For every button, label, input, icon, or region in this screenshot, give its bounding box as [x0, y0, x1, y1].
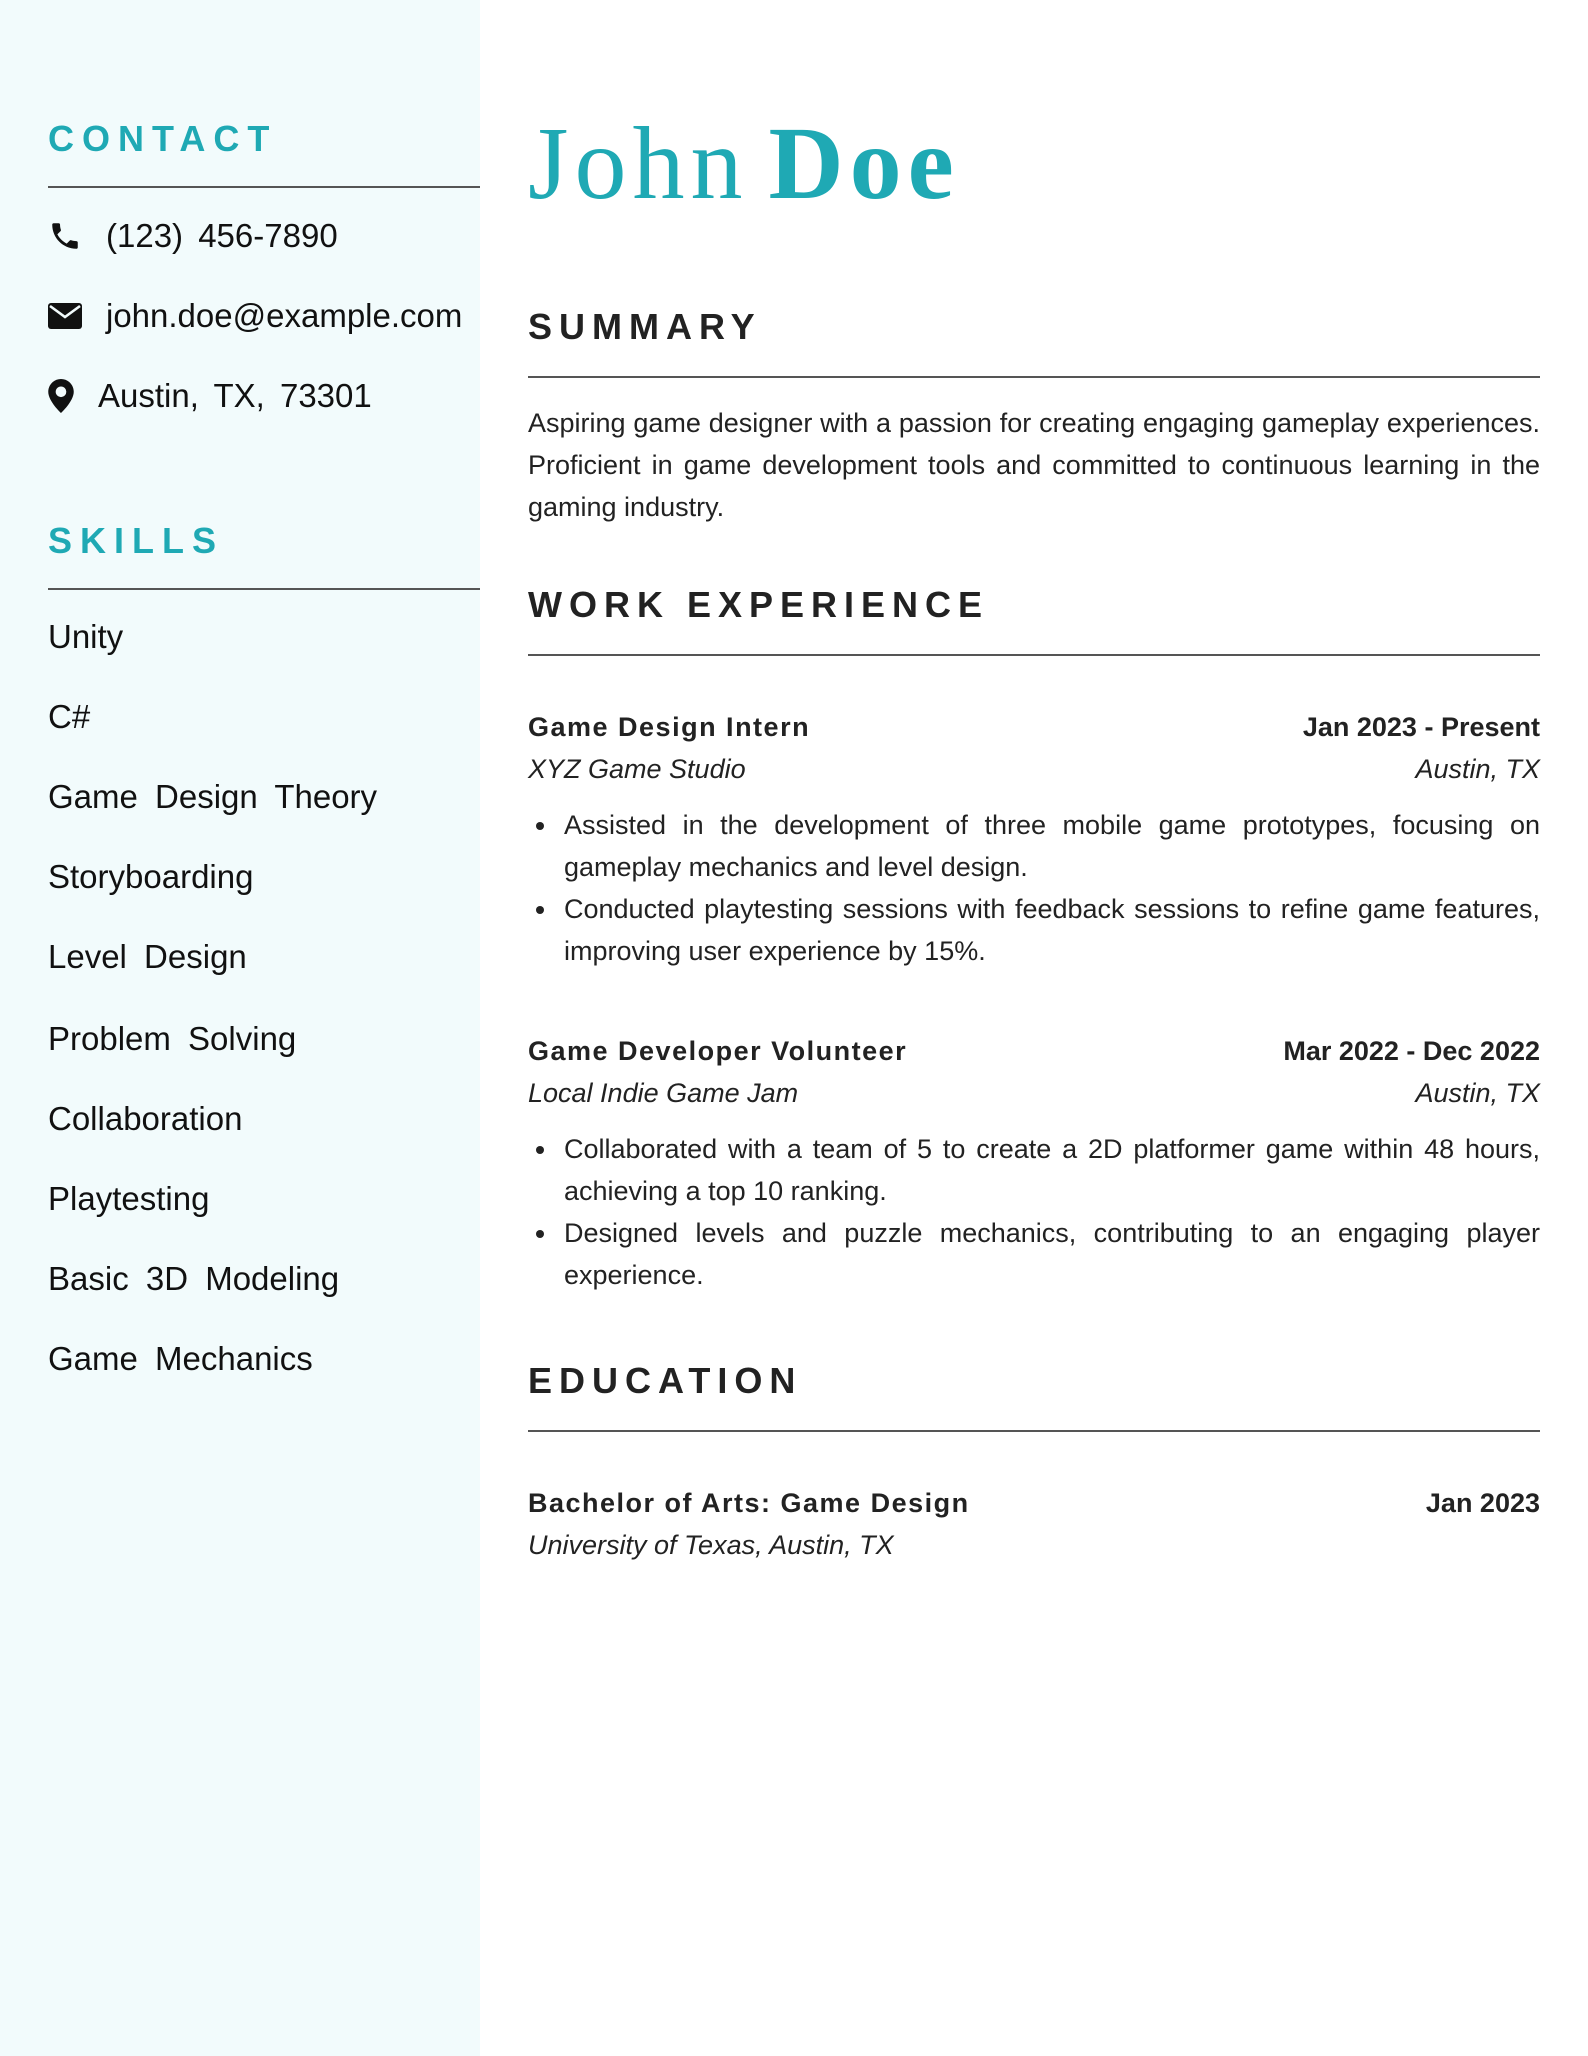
skill-item: Game Mechanics	[48, 1340, 313, 1377]
phone-icon	[48, 219, 106, 253]
email-address[interactable]: john.doe@example.com	[106, 297, 463, 334]
last-name: Doe	[768, 106, 960, 221]
skill-item: Collaboration	[48, 1100, 243, 1137]
skill-item: Playtesting	[48, 1180, 210, 1217]
skill-item: Basic 3D Modeling	[48, 1260, 340, 1297]
skill-item: Level Design	[48, 938, 247, 975]
job-title: Game Developer Volunteer	[528, 1036, 908, 1066]
job-bullet: Designed levels and puzzle mechanics, contributing to an engaging player experience.	[528, 1212, 1540, 1296]
skill-item: C#	[48, 698, 91, 735]
summary-text: Aspiring game designer with a passion for creating engaging gameplay experiences. Proficient in game development tools and committed to continuous learning in the gaming industry.	[528, 408, 1540, 522]
contact-divider	[48, 186, 480, 188]
contact-location	[48, 376, 372, 416]
education-heading: EDUCATION	[528, 1360, 803, 1401]
education-divider	[528, 1430, 1540, 1432]
job-dates: Mar 2022 - Dec 2022	[1283, 1036, 1540, 1066]
job-location: Austin, TX	[1415, 1078, 1540, 1108]
envelope-icon	[48, 303, 106, 329]
summary-divider	[528, 376, 1540, 378]
skills-heading: SKILLS	[48, 520, 225, 561]
first-name: John	[528, 106, 749, 221]
job-title: Game Design Intern	[528, 712, 811, 742]
job-organization: XYZ Game Studio	[528, 754, 746, 784]
skill-item: Problem Solving	[48, 1020, 297, 1057]
phone-number[interactable]: (123) 456-7890	[106, 217, 338, 254]
job-bullet: Assisted in the development of three mobile game prototypes, focusing on gameplay mechanics and level design.	[528, 804, 1540, 888]
job-bullet: Conducted playtesting sessions with feedback sessions to refine game features, improving user experience by 15%.	[528, 888, 1540, 972]
job-bullet: Collaborated with a team of 5 to create a 2D platformer game within 48 hours, achieving a top 10 ranking.	[528, 1128, 1540, 1212]
skill-item: Storyboarding	[48, 858, 254, 895]
skills-divider	[48, 588, 480, 590]
location-text: Austin, TX, 73301	[98, 377, 372, 414]
degree-title: Bachelor of Arts: Game Design	[528, 1488, 970, 1518]
experience-divider	[528, 654, 1540, 656]
job-dates: Jan 2023 - Present	[1302, 712, 1540, 742]
contact-phone	[48, 216, 338, 256]
candidate-name	[528, 106, 960, 221]
contact-heading: CONTACT	[48, 118, 278, 159]
school-name: University of Texas, Austin, TX	[528, 1530, 894, 1560]
skill-item: Game Design Theory	[48, 778, 378, 815]
skill-item: Unity	[48, 618, 124, 655]
job-bullet-list	[528, 1128, 1540, 1296]
map-pin-icon	[48, 379, 98, 413]
summary-heading: SUMMARY	[528, 306, 762, 347]
job-bullet-list	[528, 804, 1540, 972]
job-location: Austin, TX	[1415, 754, 1540, 784]
contact-email	[48, 296, 462, 336]
degree-date: Jan 2023	[1425, 1488, 1540, 1518]
job-organization: Local Indie Game Jam	[528, 1078, 799, 1108]
experience-heading: WORK EXPERIENCE	[528, 584, 990, 625]
